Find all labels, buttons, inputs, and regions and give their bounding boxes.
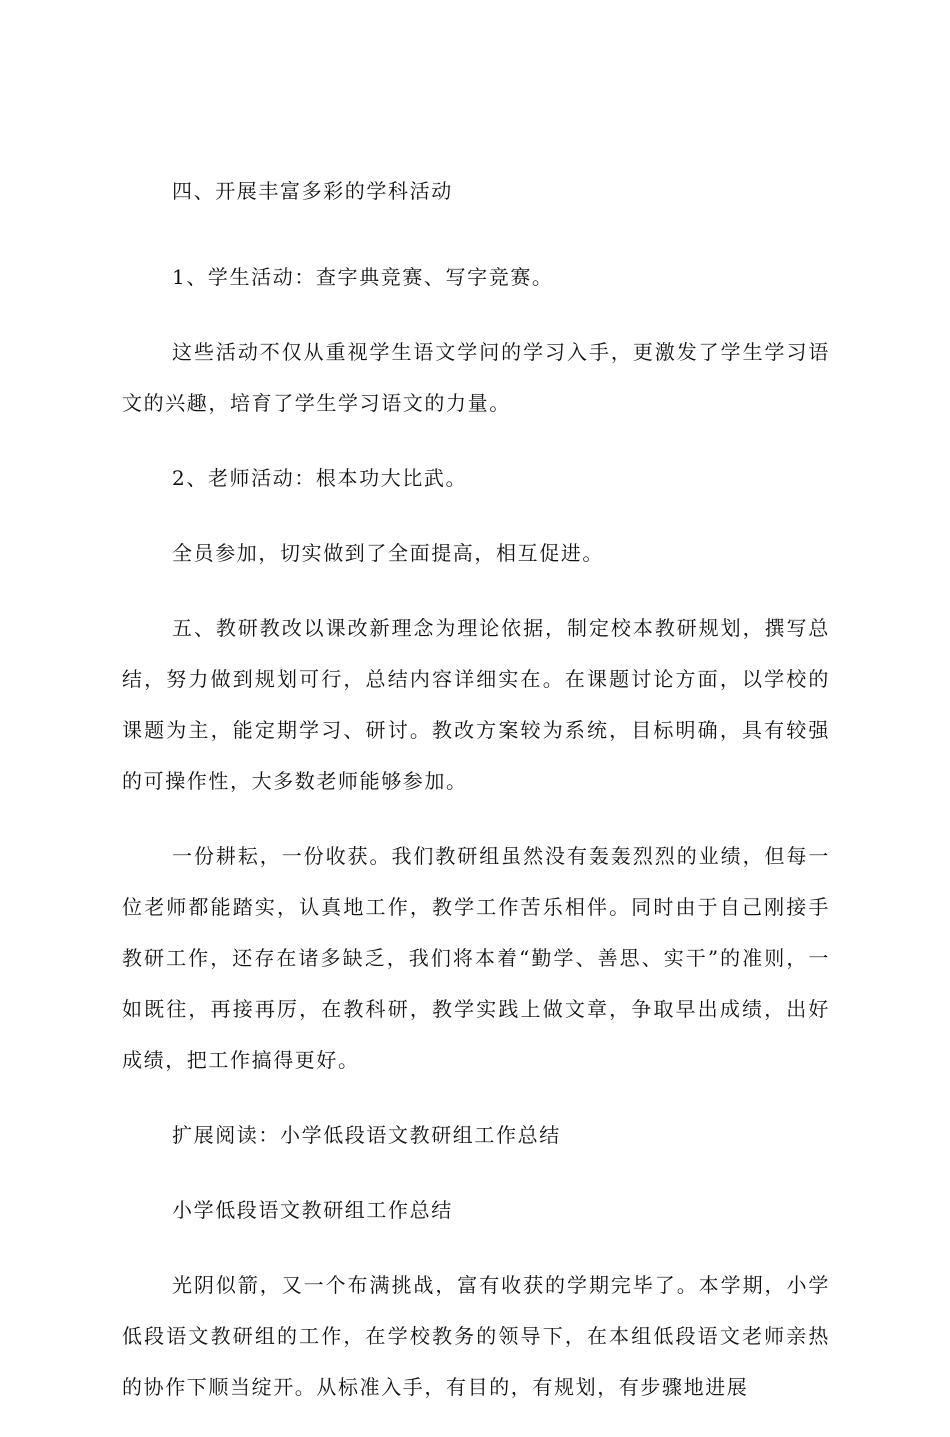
paragraph-activities-effect: 这些活动不仅从重视学生语文学问的学习入手，更激发了学生学习语文的兴趣，培育了学生学习语文的力量。 xyxy=(122,340,830,415)
paragraph-full-participation: 全员参加，切实做到了全面提高，相互促进。 xyxy=(172,541,604,565)
document-body xyxy=(122,178,830,1437)
paragraph-semester-summary: 光阴似箭，又一个布满挑战，富有收获的学期完毕了。本学期，小学低段语文教研组的工作，在学校教务的领导下，在本组低段语文老师亲热的协作下顺当绽开。从标准入手，有目的，有规划，有步骤地进展 xyxy=(122,1273,830,1399)
paragraph-harvest: 一份耕耘，一份收获。我们教研组虽然没有轰轰烈烈的业绩，但每一位老师都能踏实，认真地工作，教学工作苦乐相伴。同时由于自己刚接手教研工作，还存在诸多缺乏，我们将本着“勤学、善思、实干”的准则，一如既往，再接再厉，在教科研，教学实践上做文章，争取早出成绩，出好成绩，把工作搞得更好。 xyxy=(122,844,830,1072)
paragraph-teaching-research: 五、教研教改以课改新理念为理论依据，制定校本教研规划，撰写总结，努力做到规划可行，总结内容详细实在。在课题讨论方面，以学校的课题为主，能定期学习、研讨。教改方案较为系统，目标明确，具有较强的可操作性，大多数老师能够参加。 xyxy=(122,616,830,793)
paragraph-student-activities: 1、学生活动：查字典竞赛、写字竞赛。 xyxy=(172,265,554,289)
section-heading-activities: 四、开展丰富多彩的学科活动 xyxy=(172,179,453,203)
paragraph-teacher-activities: 2、老师活动：根本功大比武。 xyxy=(172,466,468,490)
paragraph-extended-reading: 扩展阅读：小学低段语文教研组工作总结 xyxy=(172,1123,561,1147)
paragraph-summary-title: 小学低段语文教研组工作总结 xyxy=(172,1198,453,1222)
